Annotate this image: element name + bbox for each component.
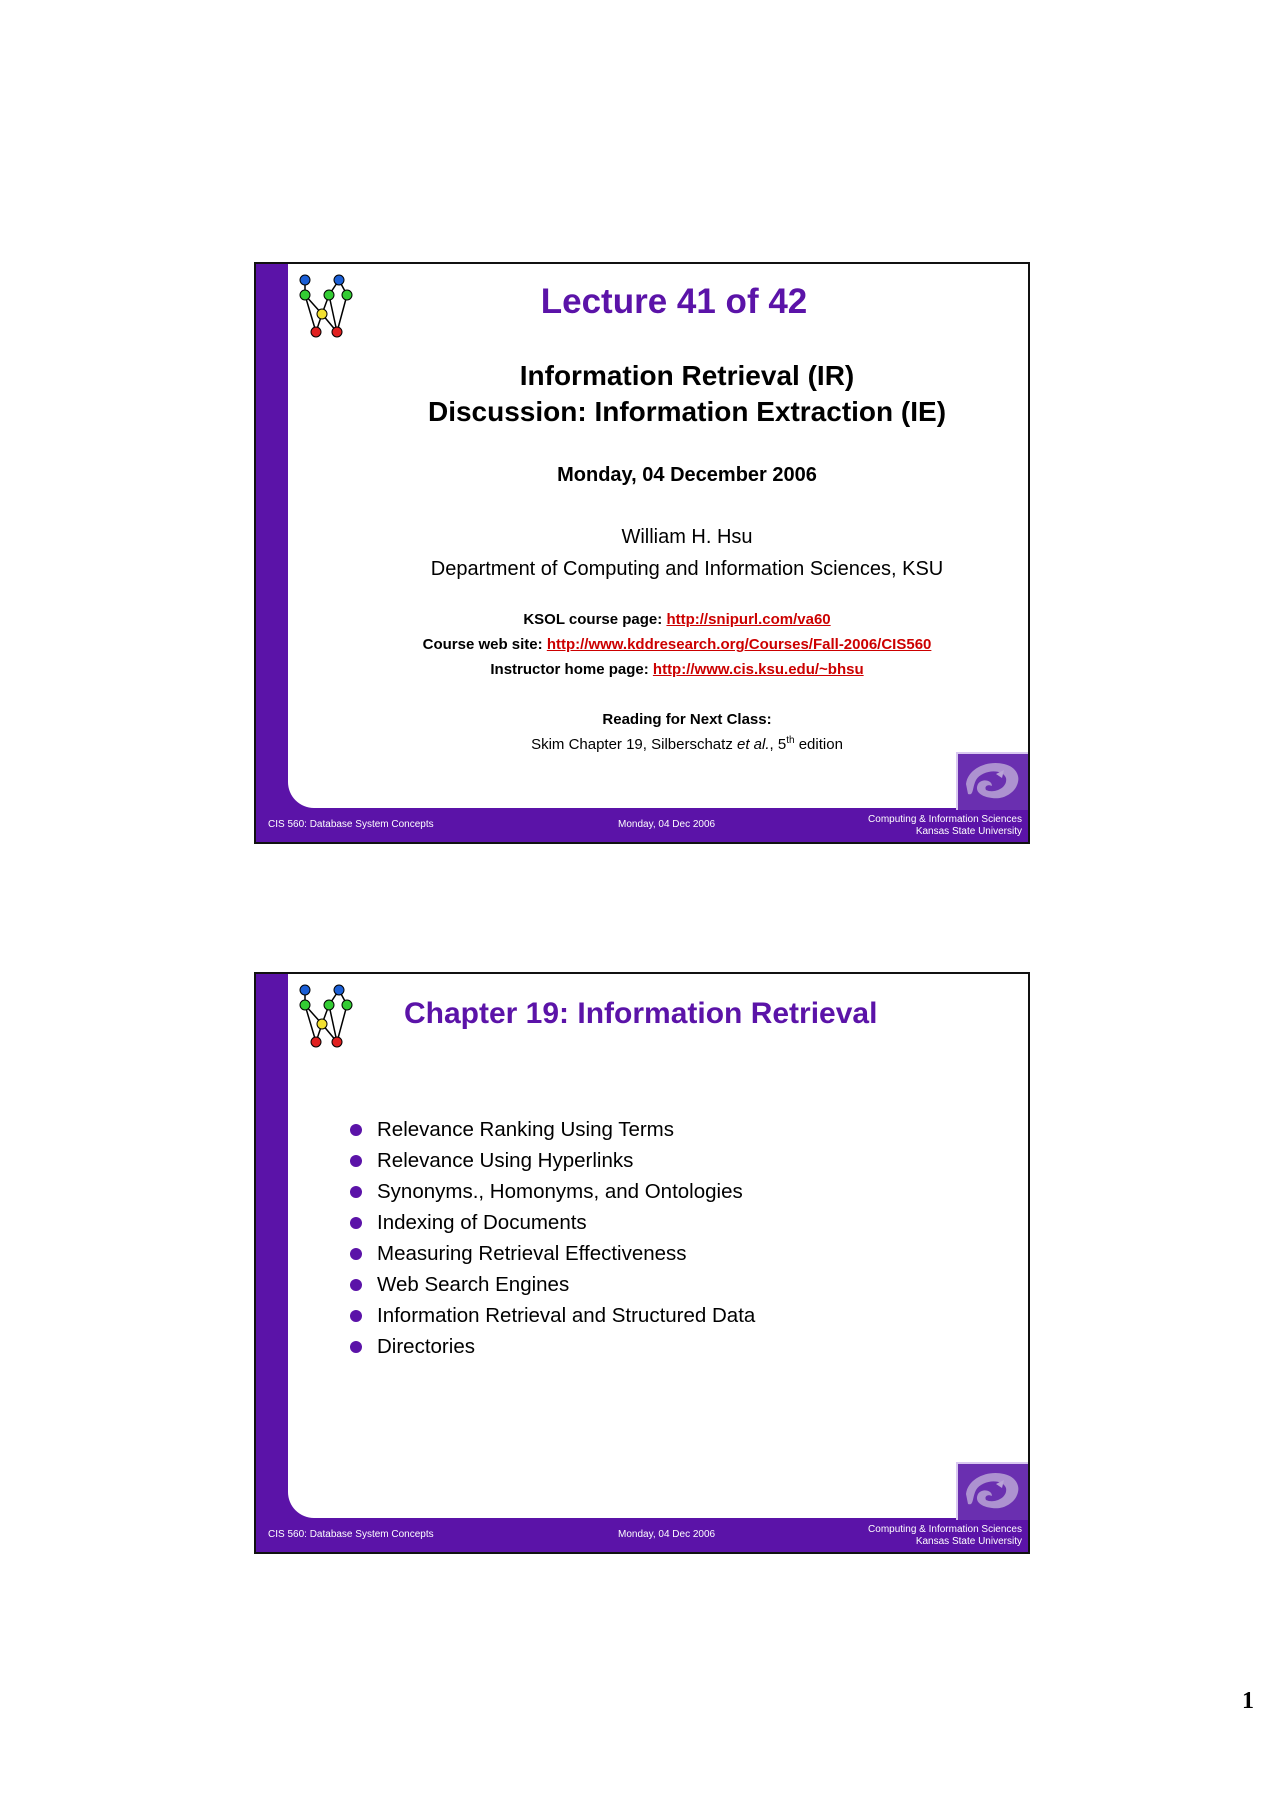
subtitle-line-1: Information Retrieval (IR): [519, 360, 855, 391]
page-number: 1: [1242, 1688, 1254, 1714]
footer-date: Monday, 04 Dec 2006: [618, 819, 716, 830]
footer-dept-line-2: Kansas State University: [915, 826, 1022, 837]
reading-italic: et al.: [736, 736, 770, 753]
lecture-date: Monday, 04 December 2006: [557, 464, 817, 486]
footer-department: [868, 1524, 1022, 1548]
department-name: Department of Computing and Information Sciences, KSU: [430, 558, 944, 580]
list-item: Indexing of Documents: [350, 1207, 755, 1238]
reading-heading: Reading for Next Class:: [602, 711, 772, 728]
instructor-link-line: [336, 661, 1018, 678]
course-link-line: [336, 636, 1018, 653]
ksol-link[interactable]: http://snipurl.com/va60: [666, 611, 831, 628]
list-item: Measuring Retrieval Effectiveness: [350, 1238, 755, 1269]
graph-network-icon: [292, 978, 364, 1058]
wildcat-icon: [958, 754, 1026, 808]
list-item: Synonyms., Homonyms, and Ontologies: [350, 1176, 755, 1207]
slide-title: Chapter 19: Information Retrieval: [404, 997, 878, 1030]
footer-dept-line-2: Kansas State University: [915, 1536, 1022, 1547]
reading-sup: th: [786, 735, 795, 746]
footer-date: Monday, 04 Dec 2006: [618, 1529, 716, 1540]
ksol-label: KSOL course page:: [523, 611, 667, 628]
footer-course: CIS 560: Database System Concepts: [268, 1529, 434, 1540]
subtitle-line-2: Discussion: Information Extraction (IE): [427, 396, 947, 427]
slide-title: Lecture 41 of 42: [540, 282, 808, 321]
footer-dept-line-1: Computing & Information Sciences: [868, 814, 1022, 825]
slide-1: [254, 262, 1030, 844]
course-label: Course web site:: [422, 636, 547, 653]
reading-mid: , 5: [769, 736, 787, 753]
footer-dept-line-1: Computing & Information Sciences: [868, 1524, 1022, 1535]
topic-list: [350, 1114, 755, 1362]
footer-course: CIS 560: Database System Concepts: [268, 819, 434, 830]
course-link[interactable]: http://www.kddresearch.org/Courses/Fall-2006/CIS560: [546, 636, 932, 653]
reading-prefix: Skim Chapter 19, Silberschatz: [531, 736, 737, 753]
kstate-wildcat-logo: [956, 1462, 1028, 1520]
list-item: Relevance Ranking Using Terms: [350, 1114, 755, 1145]
slide-2: [254, 972, 1030, 1554]
list-item: Web Search Engines: [350, 1269, 755, 1300]
reading-suffix: edition: [794, 736, 843, 753]
kstate-wildcat-logo: [956, 752, 1028, 810]
footer-department: [868, 814, 1022, 838]
list-item: Relevance Using Hyperlinks: [350, 1145, 755, 1176]
wildcat-icon: [958, 1464, 1026, 1518]
instructor-label: Instructor home page:: [490, 661, 653, 678]
ksol-link-line: [336, 611, 1018, 628]
instructor-link[interactable]: http://www.cis.ksu.edu/~bhsu: [652, 661, 864, 678]
reading-text: [356, 735, 1018, 753]
author-name: William H. Hsu: [621, 526, 753, 548]
list-item: Directories: [350, 1331, 755, 1362]
list-item: Information Retrieval and Structured Data: [350, 1300, 755, 1331]
